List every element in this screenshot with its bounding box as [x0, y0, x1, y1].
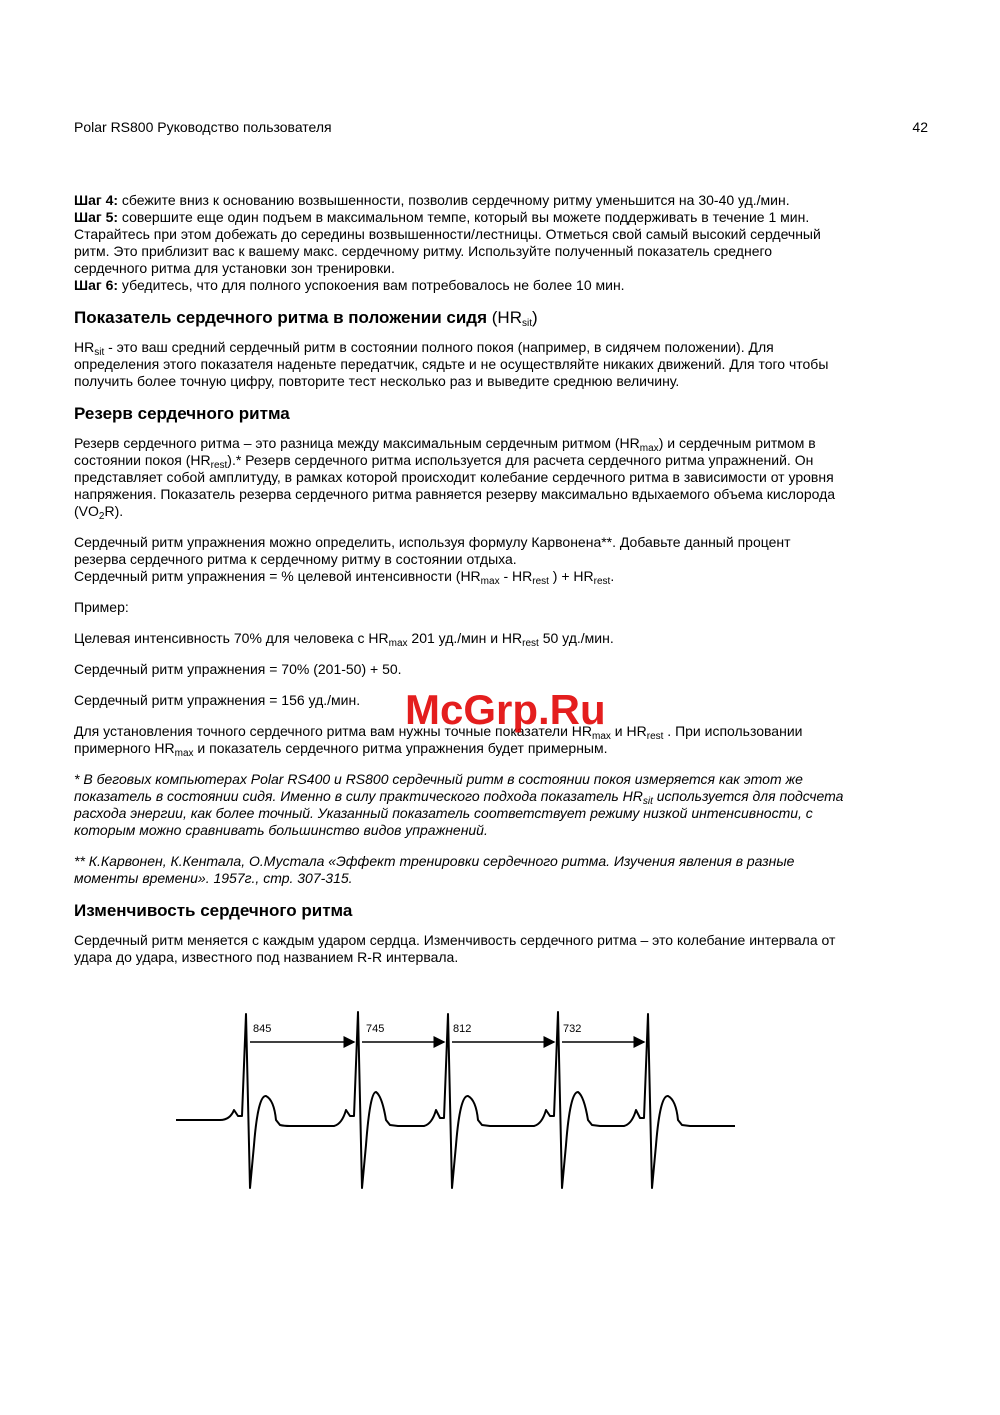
example-line-3: Сердечный ритм упражнения = 156 уд./мин. [74, 692, 361, 708]
heading-hr-reserve: Резерв сердечного ритма [74, 404, 290, 423]
paragraph-accuracy-note: Для установления точного сердечного ритма вам нужны точные показатели $HR_{max}$ и $HR_{rest}$ . При использовании примерного $HR_{max}$ и показатель сердечного ритма упражнения будет примерным. [74, 723, 803, 759]
paragraph-hr-reserve-definition: Резерв сердечного ритма – это разница между максимальным сердечным ритмом $(HR_{max})$ и сердечным ритмом в состоянии покоя $(HR_{rest}).*$ Резерв сердечного ритма используется для расчета сердечного ритма упражнений. Он представляет собой амплитуду, в рамках которой происходит колебание сердечного ритма в зависимости от уровня напряжения. Показатель резерва сердечного ритма равняется резерву максимально вдыхаемого объема кислорода $(VO_2R)$. [74, 435, 836, 522]
footnote-2: ** К.Карвонен, К.Кентала, О.Мустала «Эффект тренировки сердечного ритма. Изучения явления в разные моменты времени». 1957г., стр. 307-315. [74, 853, 795, 886]
page-number: 42 [912, 119, 928, 135]
example-line-1: Целевая интенсивность 70% для человека с $HR_{max}$ 201 уд./мин и $HR_{rest}$ 50 уд./мин. [74, 630, 614, 649]
paragraph-hr-sit: $HR_{sit}$ - это ваш средний сердечный ритм в состоянии полного покоя (например, в сидячем положении). Для определения этого показателя наденьте передатчик, сядьте и не осуществляйте никаких движений. Для того чтобы получить более точную цифру, повторите тест несколько раз и выведите среднюю величину. [74, 339, 829, 389]
watermark: McGrp.Ru [405, 686, 606, 733]
rr-label-4: 732 [563, 1023, 582, 1035]
paragraph-karvonen-formula: Сердечный ритм упражнения можно определить, используя формулу Карвонена**. Добавьте данный процент резерва сердечного ритма к сердечному ритму в состоянии отдыха. Сердечный ритм упражнения = % целевой интенсивности ($HR_{max} - HR_{rest}$ ) + $HR_{rest}$. [74, 534, 791, 587]
example-line-2: Сердечный ритм упражнения = 70% (201-50) + 50. [74, 661, 402, 677]
example-label: Пример: [74, 599, 129, 615]
ecg-rr-interval-diagram [170, 1000, 750, 1200]
paragraph-hr-variability: Сердечный ритм меняется с каждым ударом сердца. Изменчивость сердечного ритма – это колебание интервала от удара до удара, известного под названием R-R интервала. [74, 932, 836, 965]
document-title: Polar RS800 Руководство пользователя [74, 119, 332, 135]
rr-label-2: 745 [366, 1023, 385, 1035]
heading-hr-variability: Изменчивость сердечного ритма [74, 901, 353, 920]
step-4: Шаг 4: сбежите вниз к основанию возвышенности, позволив сердечному ритму уменьшится на 30-40 уд./мин. [74, 192, 790, 208]
page-content [74, 192, 844, 980]
rr-label-1: 845 [253, 1023, 272, 1035]
footnote-1: * В беговых компьютерах Polar RS400 и RS800 сердечный ритм в состоянии покоя измеряется как этот же показатель в состоянии сидя. Именно в силу практического подхода показатель $HR_{sit}$ используется для подсчета расхода энергии, как более точный. Указанный показатель соответствует режиму низкой интенсивности, с которым можно сравнивать большинство видов упражнений. [74, 771, 844, 838]
ecg-trace [176, 1012, 735, 1188]
step-5: Шаг 5: совершите еще один подъем в максимальном темпе, который вы можете поддерживать в течение 1 мин. Старайтесь при этом добежать до середины возвышенности/лестницы. Отметься свой самый высокий сердечный ритм. Это приблизит вас к вашему макс. сердечному ритму. Используйте полученный показатель среднего сердечного ритма для установки зон тренировки. [74, 209, 821, 276]
heading-hr-sit: Показатель сердечного ритма в положении сидя $(HR_{sit})$ [74, 308, 538, 329]
rr-label-3: 812 [453, 1023, 472, 1035]
step-6: Шаг 6: убедитесь, что для полного успокоения вам потребовалось не более 10 мин. [74, 277, 625, 293]
